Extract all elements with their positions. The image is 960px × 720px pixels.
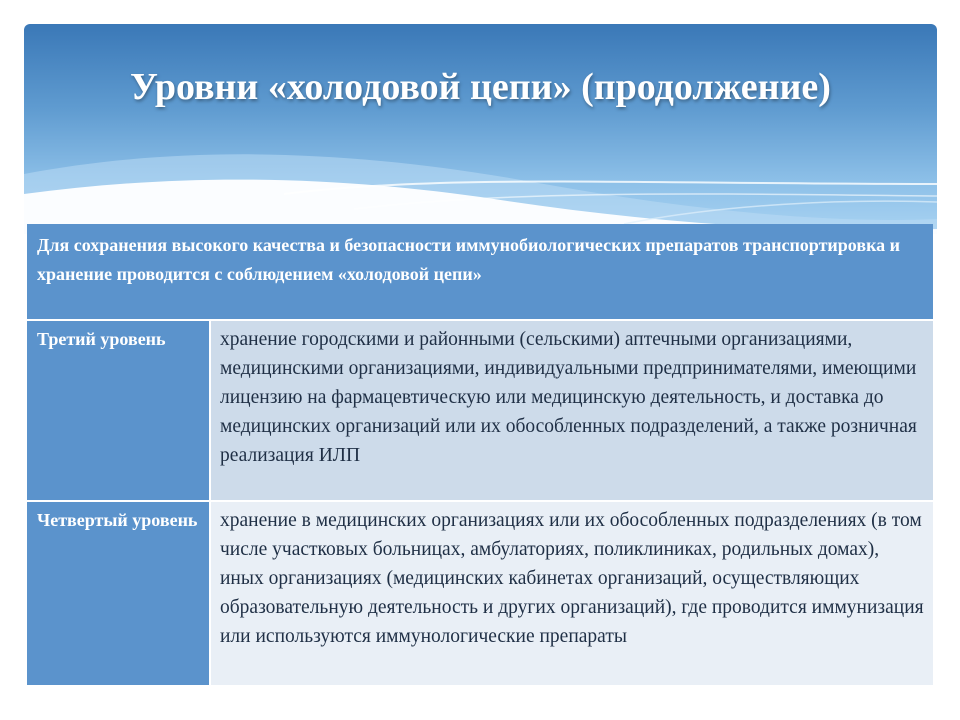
level-description-fourth: хранение в медицинских организациях или их обособленных подразделениях (в том числе участковых больницах, амбулаториях, поликлиниках, родильных домах), иных организациях (медицинских кабинетах организаций, осуществляющих образовательную деятельность и других организаций), где проводится иммунизация или используются иммунологические препараты [210,501,933,685]
level-description-third: хранение городскими и районными (сельскими) аптечными организациями, медицинскими организациями, индивидуальными предпринимателями, имеющими лицензию на фармацевтическую или медицинскую деятельность, и доставка до медицинских организаций или их обособленных подразделений, а также розничная реализация ИЛП [210,320,933,501]
title-banner [24,24,937,234]
table-row [27,501,933,685]
table-intro-row [27,224,933,320]
wave-decoration [24,24,937,234]
level-label-third: Третий уровень [27,320,210,501]
cold-chain-table [27,224,933,685]
level-label-fourth: Четвертый уровень [27,501,210,685]
table-intro-text: Для сохранения высокого качества и безопасности иммунобиологических препаратов транспортировка и хранение проводится с соблюдением «холодовой цепи» [27,224,933,320]
table-row [27,320,933,501]
slide-title: Уровни «холодовой цепи» (продолжение) [130,66,831,108]
